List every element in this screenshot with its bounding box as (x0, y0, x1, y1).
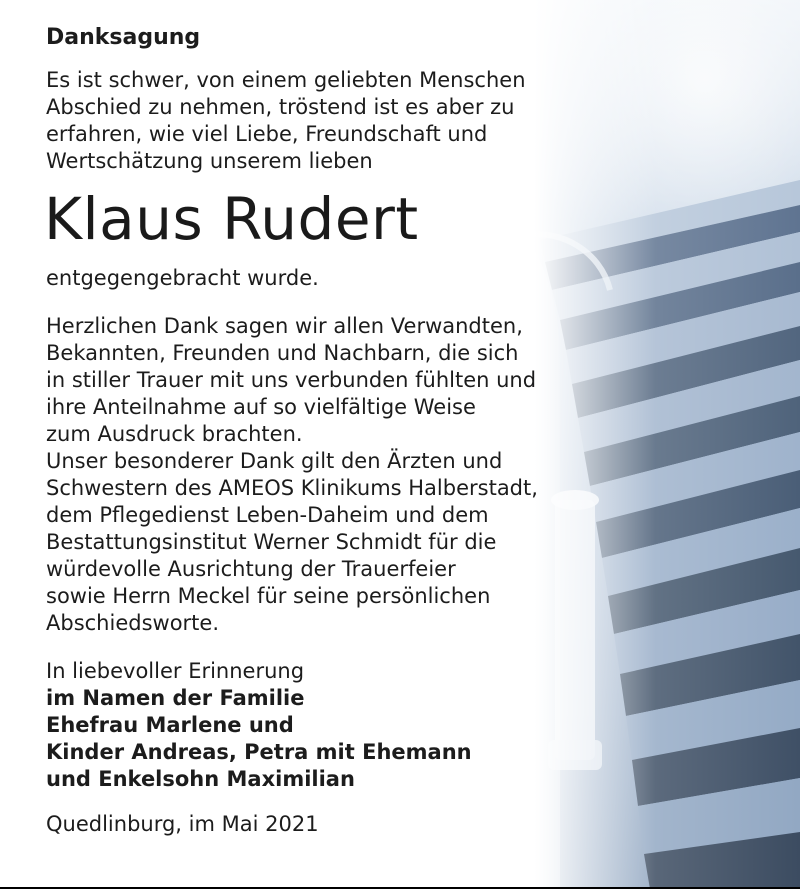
intro-paragraph: Es ist schwer, von einem geliebten Menschen Abschied zu nehmen, tröstend ist es aber zu erfahren, wie viel Liebe, Freundschaft und Wertschätzung unserem lieben (46, 68, 526, 173)
closing-line: In liebevoller Erinnerung (46, 659, 305, 683)
thanks-paragraph: Herzlichen Dank sagen wir allen Verwandten, Bekannten, Freunden und Nachbarn, die sich in stiller Trauer mit uns verbunden fühlten und ihre Anteilnahme auf so vielfältige Weise zum Ausdruck brachten. Unser besonderer Dank gilt den Ärzten und Schwestern des AMEOS Klinikums Halberstadt, dem Pflegedienst Leben-Daheim und dem Bestattungsinstitut Werner Schmidt für die würdevolle Ausrichtung der Trauerfeier sowie Herrn Meckel für seine persönlichen Abschiedsworte. (46, 314, 538, 635)
notice-heading: Danksagung (46, 25, 201, 50)
family-signature: im Namen der Familie Ehefrau Marlene und Kinder Andreas, Petra mit Ehemann und Enkelsohn Maximilian (46, 686, 472, 791)
received-line: entgegengebracht wurde. (46, 266, 319, 290)
place-date: Quedlinburg, im Mai 2021 (46, 812, 319, 836)
deceased-name: Klaus Rudert (44, 185, 419, 253)
notice-text (46, 24, 606, 838)
